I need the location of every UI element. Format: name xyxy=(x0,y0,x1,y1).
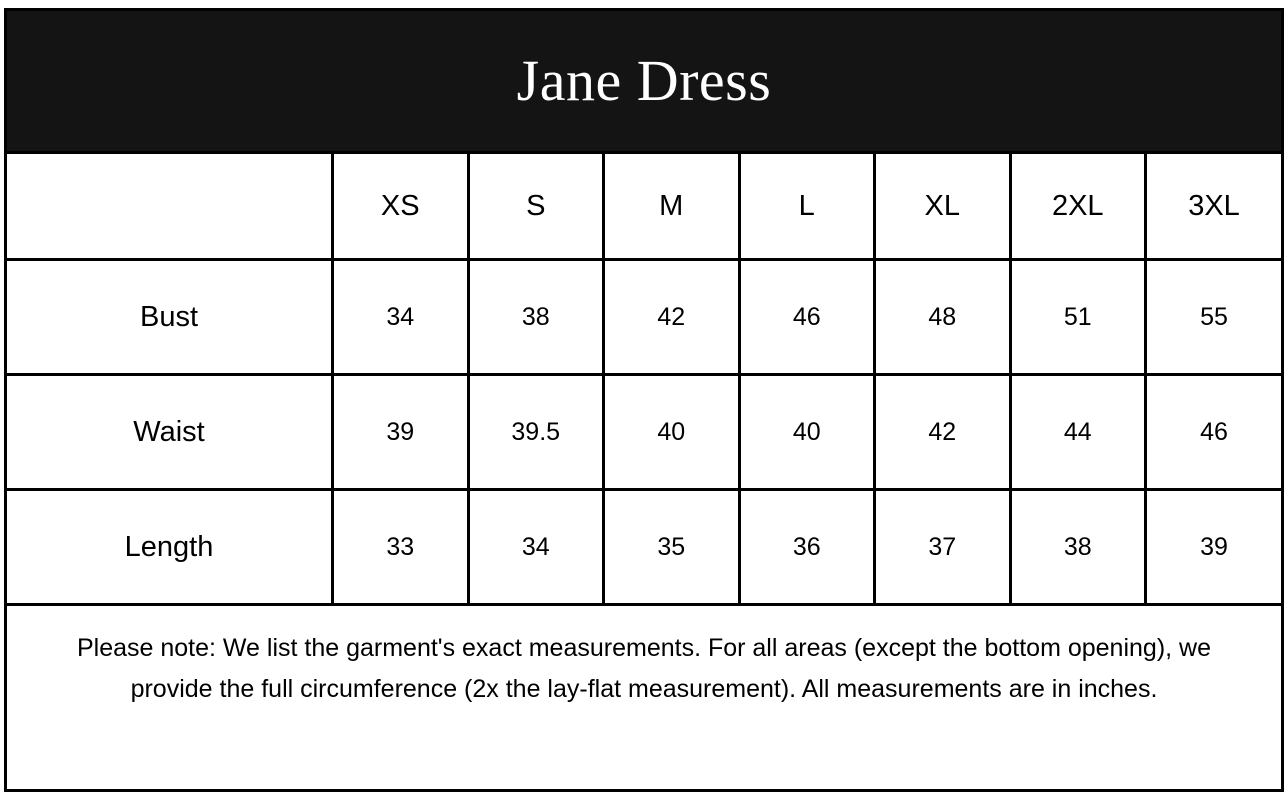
measurement-note-cell xyxy=(7,605,1281,736)
column-header-2xl: 2XL xyxy=(1010,153,1146,260)
column-header-3xl: 3XL xyxy=(1146,153,1282,260)
table-header-row xyxy=(7,153,1281,260)
table-header xyxy=(7,153,1281,260)
column-header-s: S xyxy=(468,153,604,260)
column-header-m: M xyxy=(604,153,740,260)
table-body xyxy=(7,260,1281,736)
table-row xyxy=(7,490,1281,605)
cell-bust-xl: 48 xyxy=(875,260,1011,375)
cell-bust-l: 46 xyxy=(739,260,875,375)
cell-waist-2xl: 44 xyxy=(1010,375,1146,490)
cell-length-2xl: 38 xyxy=(1010,490,1146,605)
table-row xyxy=(7,260,1281,375)
cell-bust-m: 42 xyxy=(604,260,740,375)
cell-length-3xl: 39 xyxy=(1146,490,1282,605)
cell-bust-xs: 34 xyxy=(333,260,469,375)
cell-bust-s: 38 xyxy=(468,260,604,375)
column-header-l: L xyxy=(739,153,875,260)
column-header-xs: XS xyxy=(333,153,469,260)
cell-waist-s: 39.5 xyxy=(468,375,604,490)
cell-waist-xs: 39 xyxy=(333,375,469,490)
cell-length-s: 34 xyxy=(468,490,604,605)
row-label-length: Length xyxy=(7,490,333,605)
cell-length-m: 35 xyxy=(604,490,740,605)
cell-length-xl: 37 xyxy=(875,490,1011,605)
cell-bust-2xl: 51 xyxy=(1010,260,1146,375)
measurement-note: Please note: We list the garment's exact measurements. For all areas (except the bottom opening), we provide the full circumference (2x the lay-flat measurement). All measurements are in inches. xyxy=(76,634,1212,703)
table-corner-cell xyxy=(7,153,333,260)
cell-length-xs: 33 xyxy=(333,490,469,605)
row-label-bust: Bust xyxy=(7,260,333,375)
cell-waist-3xl: 46 xyxy=(1146,375,1282,490)
cell-waist-l: 40 xyxy=(739,375,875,490)
table-row xyxy=(7,375,1281,490)
cell-waist-m: 40 xyxy=(604,375,740,490)
table-note-row xyxy=(7,605,1281,736)
page-title: Jane Dress xyxy=(516,48,772,113)
measurements-table xyxy=(7,151,1281,735)
cell-bust-3xl: 55 xyxy=(1146,260,1282,375)
size-chart-frame xyxy=(4,8,1284,792)
cell-length-l: 36 xyxy=(739,490,875,605)
cell-waist-xl: 42 xyxy=(875,375,1011,490)
column-header-xl: XL xyxy=(875,153,1011,260)
chart-title-bar xyxy=(7,11,1281,151)
row-label-waist: Waist xyxy=(7,375,333,490)
